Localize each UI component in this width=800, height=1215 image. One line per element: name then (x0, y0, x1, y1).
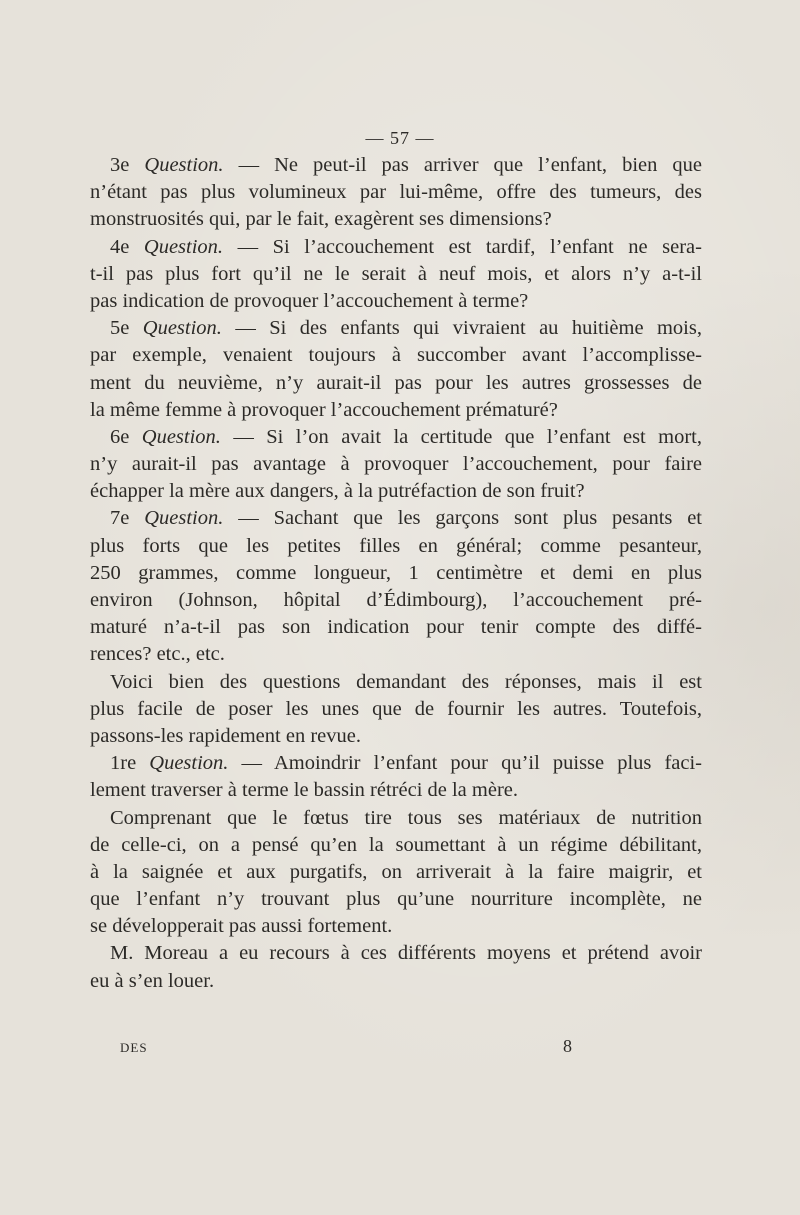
question-number: 3e (110, 154, 130, 176)
text-line: maturé n’a-t-il pas son indication pour tenir compte des diffé- (90, 616, 702, 639)
page-number: — 57 — (365, 128, 435, 148)
paragraph (90, 669, 702, 751)
text-line: 5e Question. — Si des enfants qui vivraient au huitième mois, (110, 317, 702, 340)
signature-mark: DES (120, 1040, 148, 1055)
text-line: ment du neuvième, n’y aurait-il pas pour les autres grossesses de (90, 371, 702, 394)
paragraph (90, 805, 702, 941)
text-line: plus facile de poser les unes que de fournir les autres. Toutefois, (90, 697, 702, 720)
paragraph (90, 315, 702, 424)
page-footer (0, 1036, 800, 1066)
question-heading: Question. (144, 507, 224, 530)
text-line: 250 grammes, comme longueur, 1 centimètre et demi en plus (90, 561, 702, 584)
paragraph (90, 940, 702, 994)
text-line: monstruosités qui, par le fait, exagèrent ses dimensions? (90, 208, 552, 231)
text-line: à la saignée et aux purgatifs, on arriverait à la faire maigrir, et (90, 860, 702, 883)
text-line: échapper la mère aux dangers, à la putréfaction de son fruit? (90, 480, 585, 503)
text-line: M. Moreau a eu recours à ces différents moyens et prétend avoir (110, 942, 702, 965)
text-line: plus forts que les petites filles en général; comme pesanteur, (90, 534, 702, 557)
text-line: 1re Question. — Amoindrir l’enfant pour qu’il puisse plus faci- (110, 752, 702, 775)
text-line: n’y aurait-il pas avantage à provoquer l’accouchement, pour faire (90, 453, 702, 476)
text-line: environ (Johnson, hôpital d’Édimbourg), l’accouchement pré- (90, 589, 702, 611)
text-line: 7e Question. — Sachant que les garçons sont plus pesants et (110, 507, 702, 530)
question-heading: Question. (149, 752, 229, 775)
text-line: se développerait pas aussi fortement. (90, 915, 393, 938)
text-line: Comprenant que le fœtus tire tous ses matériaux de nutrition (110, 806, 702, 829)
text-line: n’étant pas plus volumineux par lui-même, offre des tumeurs, des (90, 181, 702, 204)
text-line: passons-les rapidement en revue. (90, 724, 361, 747)
text-line: 4e Question. — Si l’accouchement est tardif, l’enfant ne sera- (110, 235, 702, 258)
question-number: 7e (110, 507, 130, 530)
question-number: 4e (110, 235, 130, 258)
body-text (90, 152, 702, 995)
sheet-number: 8 (563, 1036, 572, 1056)
paragraph (90, 750, 702, 804)
text-line: 3e Question. — Ne peut-il pas arriver que l’enfant, bien que (110, 154, 702, 176)
text-line: Voici bien des questions demandant des réponses, mais il est (110, 670, 702, 693)
question-number: 6e (110, 425, 130, 448)
text-line: rences? etc., etc. (90, 643, 225, 666)
question-number: 1re (110, 752, 137, 775)
text-line: de celle-ci, on a pensé qu’en la soumettant à un régime débilitant, (90, 833, 702, 856)
paragraph (90, 505, 702, 668)
paragraph (90, 152, 702, 234)
text-line: lement traverser à terme le bassin rétréci de la mère. (90, 779, 518, 802)
question-number: 5e (110, 317, 130, 340)
text-line: 6e Question. — Si l’on avait la certitude que l’enfant est mort, (110, 425, 702, 448)
question-heading: Question. (141, 425, 221, 448)
paragraph (90, 424, 702, 506)
text-line: pas indication de provoquer l’accouchement à terme? (90, 289, 529, 312)
question-heading: Question. (142, 317, 222, 340)
text-line: la même femme à provoquer l’accouchement prématuré? (90, 398, 558, 421)
question-heading: Question. (144, 154, 224, 176)
text-line: t-il pas plus fort qu’il ne le serait à neuf mois, et alors n’y a-t-il (90, 262, 702, 285)
question-heading: Question. (143, 235, 224, 258)
text-line: eu à s’en louer. (90, 969, 215, 992)
text-line: par exemple, venaient toujours à succomber avant l’accomplisse- (90, 344, 702, 367)
text-line: que l’enfant n’y trouvant plus qu’une nourriture incomplète, ne (90, 888, 702, 911)
paragraph (90, 234, 702, 316)
